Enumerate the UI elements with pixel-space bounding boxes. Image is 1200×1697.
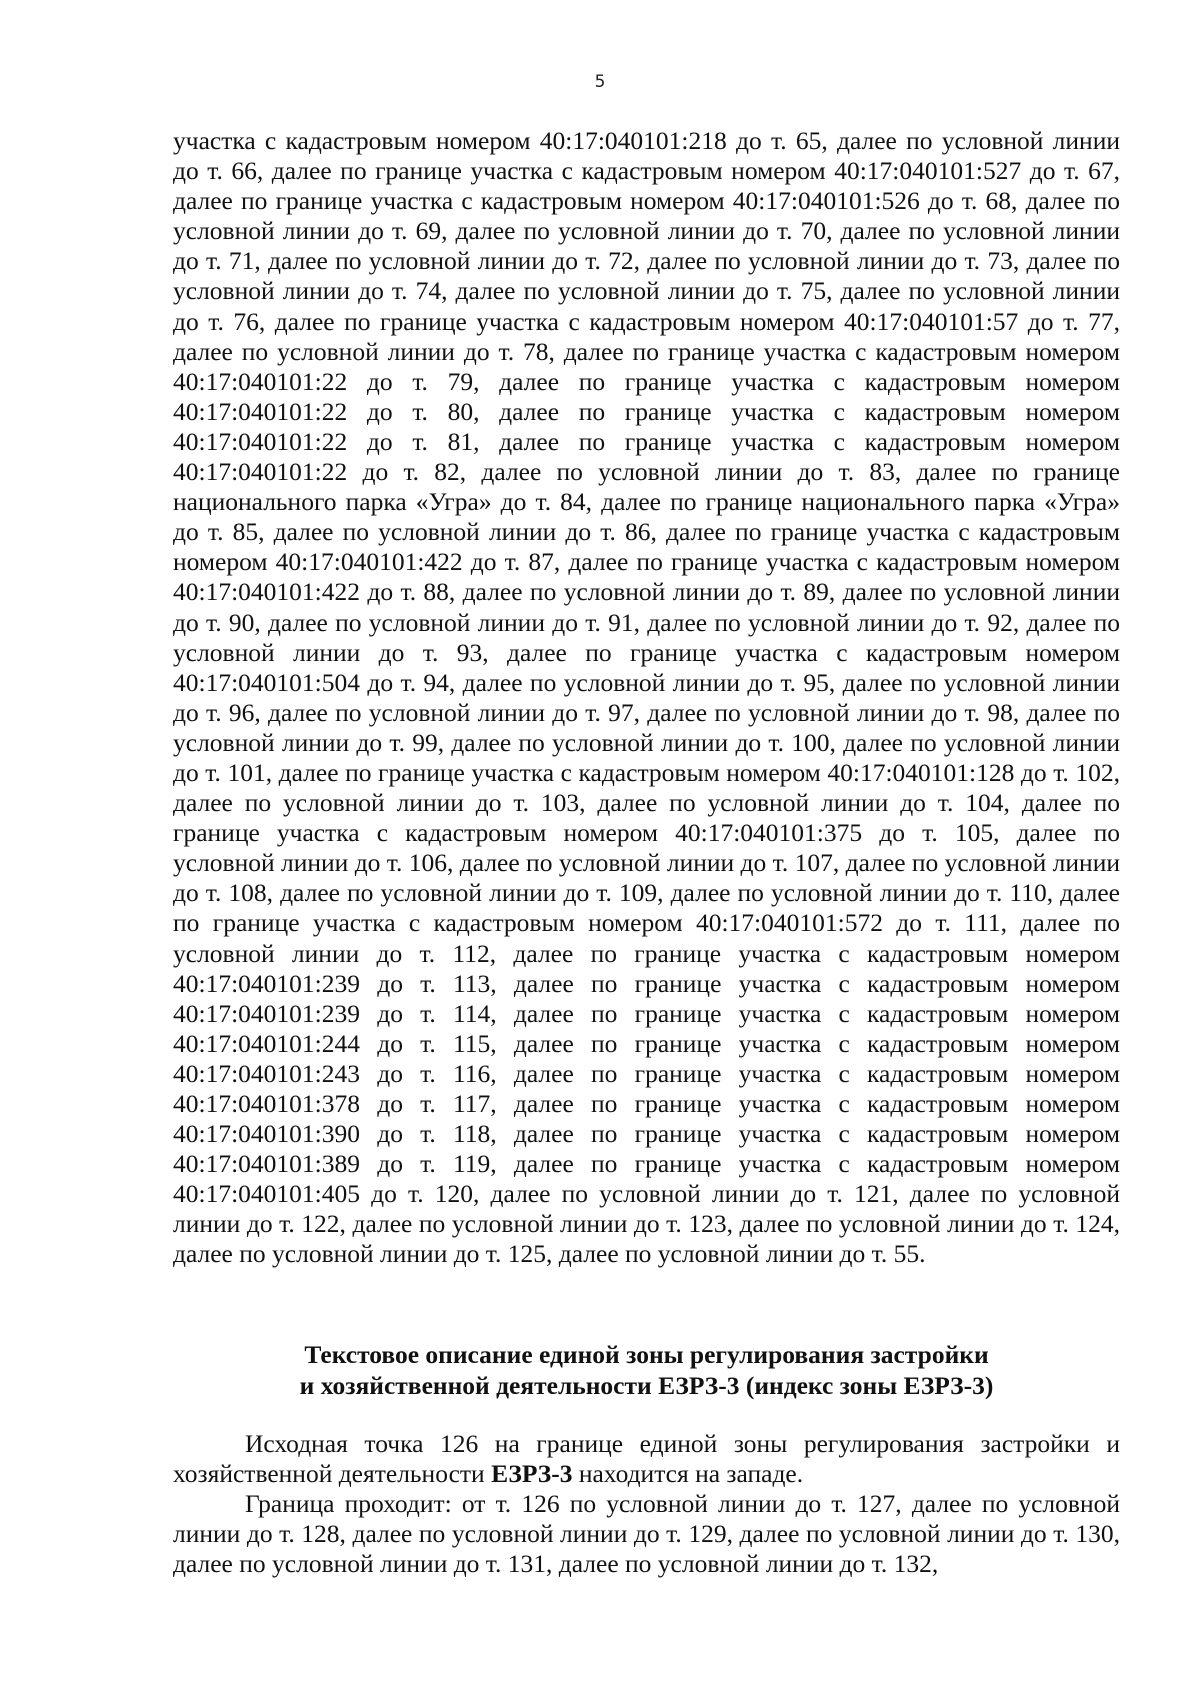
page-number: 5 <box>594 72 606 92</box>
boundary-paragraph: Граница проходит: от т. 126 по условной линии до т. 127, далее по условной линии до т. 128, далее по условной линии до т. 129, далее по условной линии до т. 130, далее по условной линии до т. 131, далее по условной линии до т. 132, <box>173 1489 1120 1579</box>
section-heading-line-2: и хозяйственной деятельности ЕЗРЗ-3 (индекс зоны ЕЗРЗ-3) <box>299 1371 994 1400</box>
starting-point-paragraph <box>173 1429 1120 1489</box>
zone-index-bold: ЕЗРЗ-3 <box>491 1459 573 1489</box>
starting-point-text: Исходная точка 126 на границе единой зоны регулирования застройки и хозяйственной деятельности <box>173 1429 1120 1489</box>
section-heading-line-1: Текстовое описание единой зоны регулирования застройки <box>304 1340 989 1369</box>
section-heading <box>173 1339 1120 1401</box>
continuation-paragraph: участка с кадастровым номером 40:17:040101:218 до т. 65, далее по условной линии до т. 66, далее по границе участка с кадастровым номером 40:17:040101:527 до т. 67, далее по границе участка с кадастровым номером 40:17:040101:526 до т. 68, далее по условной линии до т. 69, далее по условной линии до т. 70, далее по условной линии до т. 71, далее по условной линии до т. 72, далее по условной линии до т. 73, далее по условной линии до т. 74, далее по условной линии до т. 75, далее по условной линии до т. 76, далее по границе участка с кадастровым номером 40:17:040101:57 до т. 77, далее по условной линии до т. 78, далее по границе участка с кадастровым номером 40:17:040101:22 до т. 79, далее по границе участка с кадастровым номером 40:17:040101:22 до т. 80, далее по границе участка с кадастровым номером 40:17:040101:22 до т. 81, далее по границе участка с кадастровым номером 40:17:040101:22 до т. 82, далее по условной линии до т. 83, далее по границе национального парка «Угра» до т. 84, далее по границе национального парка «Угра» до т. 85, далее по условной линии до т. 86, далее по границе участка с кадастровым номером 40:17:040101:422 до т. 87, далее по границе участка с кадастровым номером 40:17:040101:422 до т. 88, далее по условной линии до т. 89, далее по условной линии до т. 90, далее по условной линии до т. 91, далее по условной линии до т. 92, далее по условной линии до т. 93, далее по границе участка с кадастровым номером 40:17:040101:504 до т. 94, далее по условной линии до т. 95, далее по условной линии до т. 96, далее по условной линии до т. 97, далее по условной линии до т. 98, далее по условной линии до т. 99, далее по условной линии до т. 100, далее по условной линии до т. 101, далее по границе участка с кадастровым номером 40:17:040101:128 до т. 102, далее по условной линии до т. 103, далее по условной линии до т. 104, далее по границе участка с кадастровым номером 40:17:040101:375 до т. 105, далее по условной линии до т. 106, далее по условной линии до т. 107, далее по условной линии до т. 108, далее по условной линии до т. 109, далее по условной линии до т. 110, далее по границе участка с кадастровым номером 40:17:040101:572 до т. 111, далее по условной линии до т. 112, далее по границе участка с кадастровым номером 40:17:040101:239 до т. 113, далее по границе участка с кадастровым номером 40:17:040101:239 до т. 114, далее по границе участка с кадастровым номером 40:17:040101:244 до т. 115, далее по границе участка с кадастровым номером 40:17:040101:243 до т. 116, далее по границе участка с кадастровым номером 40:17:040101:378 до т. 117, далее по границе участка с кадастровым номером 40:17:040101:390 до т. 118, далее по границе участка с кадастровым номером 40:17:040101:389 до т. 119, далее по границе участка с кадастровым номером 40:17:040101:405 до т. 120, далее по условной линии до т. 121, далее по условной линии до т. 122, далее по условной линии до т. 123, далее по условной линии до т. 124, далее по условной линии до т. 125, далее по условной линии до т. 55. <box>173 126 1120 1269</box>
starting-point-text-end: находится на западе. <box>572 1459 804 1489</box>
